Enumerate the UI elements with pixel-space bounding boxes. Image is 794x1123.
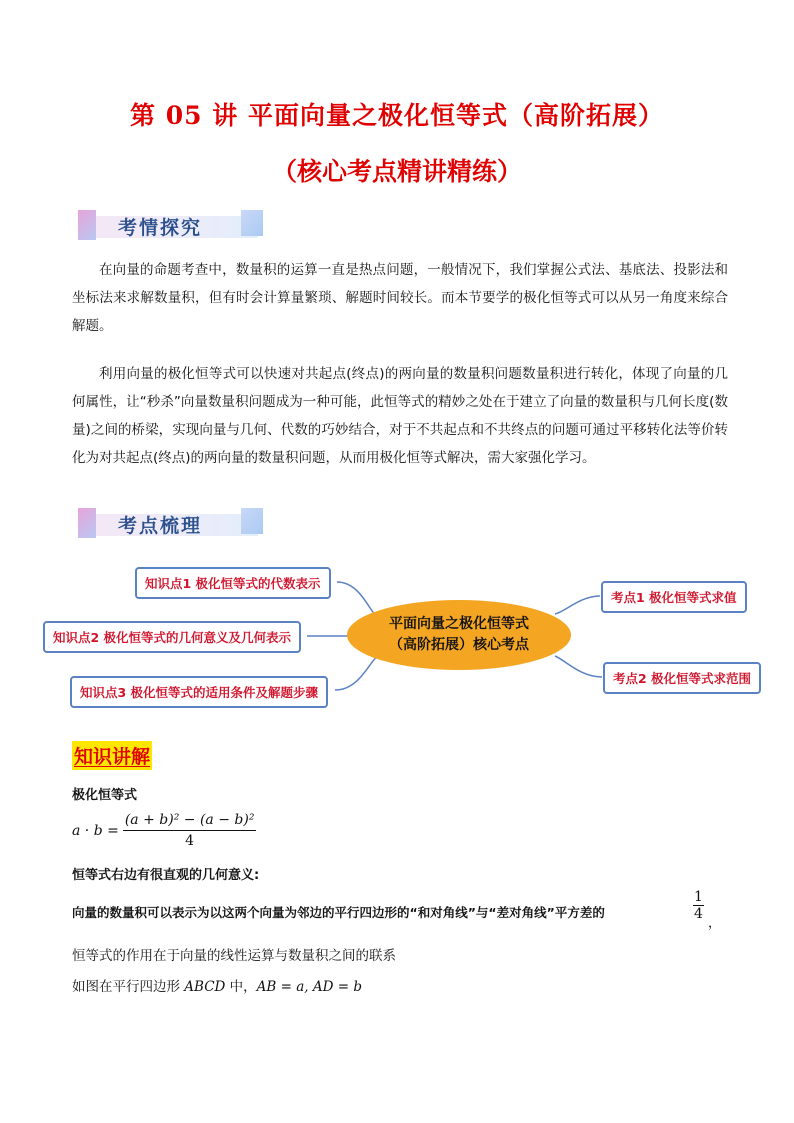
geo-description: 向量的数量积可以表示为以这两个向量为邻边的平行四边形的“和对角线”与“差对角线”平方差的 [72, 905, 605, 920]
quarter-fraction [693, 889, 704, 922]
mindmap-node-topic-2[interactable]: 考点2 极化恒等式求范围 [603, 662, 761, 694]
mindmap-center-line2: （高阶拓展）核心考点 [389, 637, 529, 653]
quarter-denominator: 4 [694, 906, 703, 922]
formula-numerator: (a + b)² − (a − b)² [123, 812, 257, 831]
section-title: 考情探究 [118, 217, 203, 239]
formula-fraction [123, 812, 257, 849]
document-title-line1: 第 05 讲 平面向量之极化恒等式（高阶拓展） [130, 101, 664, 130]
document-title-line2: （核心考点精讲精练） [271, 157, 522, 186]
mindmap-node-knowledge-1[interactable]: 知识点1 极化恒等式的代数表示 [135, 567, 331, 599]
example-line [72, 975, 362, 995]
polarization-formula [72, 812, 256, 849]
formula-denominator: 4 [185, 833, 195, 849]
identity-name: 极化恒等式 [72, 788, 138, 803]
example-text: 如图在平行四边形 [72, 979, 185, 995]
example-mid: 中， [225, 979, 257, 995]
quarter-tail: ， [708, 916, 722, 931]
section-title: 考点梳理 [118, 515, 203, 537]
geo-meaning: 恒等式右边有很直观的几何意义: [72, 868, 260, 883]
formula-lhs: a · b = [72, 822, 119, 839]
mindmap-node-knowledge-3[interactable]: 知识点3 极化恒等式的适用条件及解题步骤 [70, 676, 328, 708]
intro-paragraph-2: 利用向量的极化恒等式可以快速对共起点(终点)的两向量的数量积问题数量积进行转化，体现了向量的几何属性，让“秒杀”向量数量积问题成为一种可能，此恒等式的精妙之处在于建立了向量的数量积与几何长度(数量)之间的桥梁，实现向量与几何、代数的巧妙结合，对于不共起点和不共终点的问题可通过平移转化法等价转化为对共起点(终点)的两向量的数量积问题，从而用极化恒等式解决，需大家强化学习。 [72, 366, 728, 466]
mindmap-center-line1: 平面向量之极化恒等式 [389, 616, 529, 632]
intro-paragraph-1: 在向量的命题考查中，数量积的运算一直是热点问题，一般情况下，我们掌握公式法、基底法、投影法和坐标法来求解数量积，但有时会计算量繁琐、解题时间较长。而本节要学的极化恒等式可以从另一角度来综合解题。 [72, 262, 728, 334]
example-shape: ABCD [184, 979, 226, 995]
identity-role: 恒等式的作用在于向量的线性运算与数量积之间的联系 [72, 948, 396, 964]
mindmap-node-topic-1[interactable]: 考点1 极化恒等式求值 [601, 581, 747, 613]
mindmap-center [347, 600, 571, 670]
mindmap-node-knowledge-2[interactable]: 知识点2 极化恒等式的几何意义及几何表示 [43, 621, 301, 653]
quarter-numerator: 1 [694, 889, 703, 905]
knowledge-heading: 知识讲解 [72, 741, 152, 770]
example-vectors: AB = a, AD = b [256, 979, 362, 995]
